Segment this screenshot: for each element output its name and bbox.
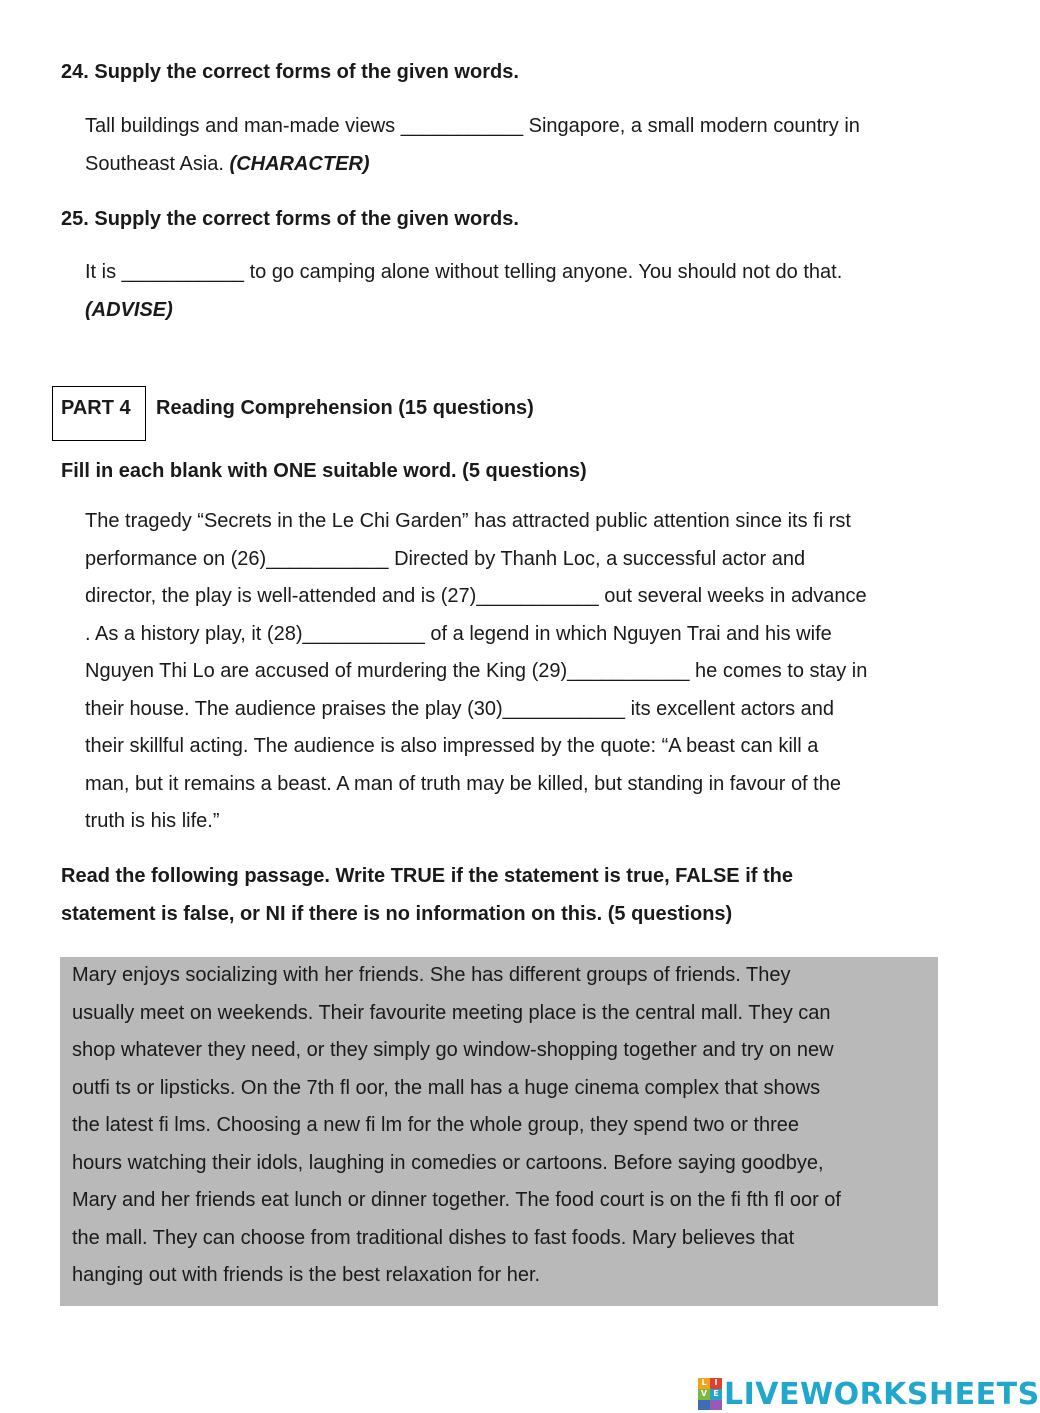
q25-line1: It is ___________ to go camping alone without telling anyone. You should not do that. [85,261,843,283]
passage-line: outfi ts or lipsticks. On the 7th fl oor, the mall has a huge cinema complex that shows [72,1076,821,1099]
tf-instruction-line2: statement is false, or NI if there is no information on this. (5 questions) [61,902,733,925]
fill-line: their house. The audience praises the play (30)___________ its excellent actors and [85,697,835,720]
fill-line: . As a history play, it (28)___________ of a legend in which Nguyen Trai and his wife [85,622,832,645]
passage-line: Mary enjoys socializing with her friends. She has different groups of friends. They [72,964,791,986]
fill-passage [85,503,985,841]
passage-line: shop whatever they need, or they simply go window-shopping together and try on new [72,1039,834,1061]
q25-text [85,254,965,329]
liveworksheets-logo[interactable] [698,1376,1040,1412]
passage-line: hanging out with friends is the best relaxation for her. [72,1264,541,1286]
passage-line: usually meet on weekends. Their favourite meeting place is the central mall. They can [72,1001,831,1024]
passage-line: the latest fi lms. Choosing a new fi lm for the whole group, they spend two or three [72,1114,800,1136]
q24-keyword: (CHARACTER) [229,152,370,175]
q24-title: 24. Supply the correct forms of the given words. [61,61,519,83]
fill-line: man, but it remains a beast. A man of truth may be killed, but standing in favour of the [85,772,841,795]
fill-line: The tragedy “Secrets in the Le Chi Garden” has attracted public attention since its fi rst [85,510,851,532]
q24-line2 [85,146,965,184]
fill-line: truth is his life.” [85,810,220,832]
fill-instruction: Fill in each blank with ONE suitable word. (5 questions) [61,460,587,482]
passage-line: Mary and her friends eat lunch or dinner together. The food court is on the fi fth fl oor of [72,1189,841,1211]
liveworksheets-logo-icon: L I V E [698,1378,722,1410]
tf-instruction [61,858,981,933]
q25-title: 25. Supply the correct forms of the given words. [61,208,519,230]
part4-title: Reading Comprehension (15 questions) [156,397,534,419]
passage-line: the mall. They can choose from traditional dishes to fast foods. Mary believes that [72,1226,795,1249]
passage-line: hours watching their idols, laughing in comedies or cartoons. Before saying goodbye, [72,1151,824,1174]
q24-line1: Tall buildings and man-made views ___________ Singapore, a small modern country in [85,115,860,137]
reading-passage [72,957,934,1295]
fill-line: their skillful acting. The audience is also impressed by the quote: “A beast can kill a [85,735,819,757]
fill-line: director, the play is well-attended and is (27)___________ out several weeks in advance [85,585,867,607]
tf-instruction-line1: Read the following passage. Write TRUE if the statement is true, FALSE if the [61,865,793,887]
fill-line: performance on (26)___________ Directed by Thanh Loc, a successful actor and [85,547,806,570]
liveworksheets-wordmark: LIVEWORKSHEETS [724,1376,1040,1412]
reading-passage-box [60,957,938,1306]
part4-label: PART 4 [61,397,131,419]
part4-label-box [52,386,146,441]
q24-text [85,108,965,183]
q24-line2-text: Southeast Asia. [85,152,230,175]
fill-line: Nguyen Thi Lo are accused of murdering the King (29)___________ he comes to stay in [85,660,868,682]
q25-keyword: (ADVISE) [85,298,173,321]
